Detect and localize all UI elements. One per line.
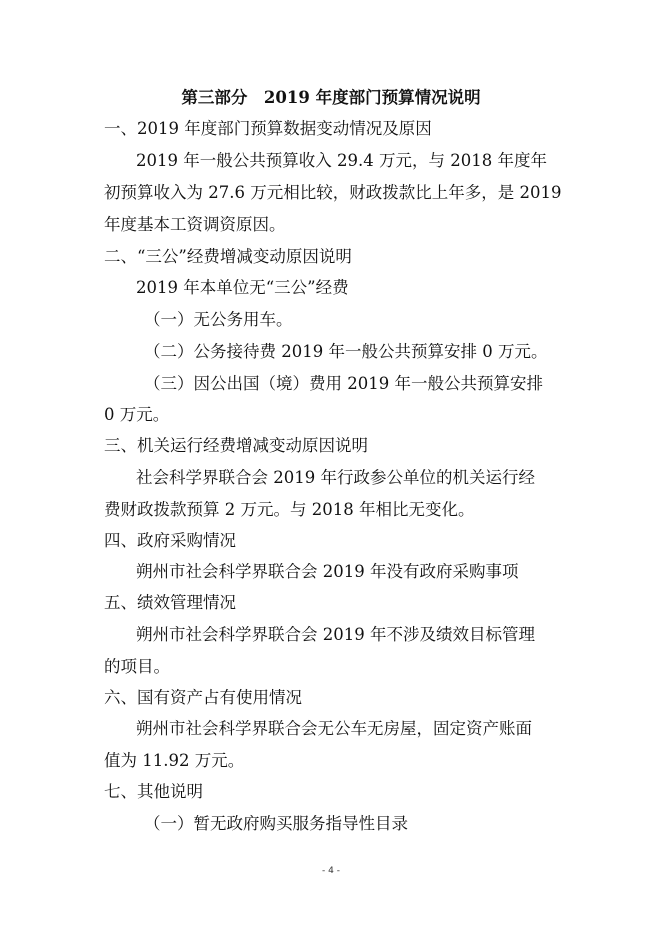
section-2-paragraph: 2019 年本单位无“三公”经费 xyxy=(136,278,349,297)
section-4-paragraph: 朔州市社会科学界联合会 2019 年没有政府采购事项 xyxy=(136,562,519,581)
section-heading-1: 一、2019 年度部门预算数据变动情况及原因 xyxy=(104,119,432,138)
section-6-paragraph-line-2: 值为 11.92 万元。 xyxy=(104,751,245,770)
section-heading-7: 七、其他说明 xyxy=(104,782,203,801)
section-heading-3: 三、机关运行经费增减变动原因说明 xyxy=(104,436,368,455)
section-2-item-2: （二）公务接待费 2019 年一般公共预算安排 0 万元。 xyxy=(144,342,548,361)
section-heading-5: 五、绩效管理情况 xyxy=(104,593,236,612)
page-number: - 4 - xyxy=(322,866,340,876)
section-1-paragraph-line-3: 年度基本工资调资原因。 xyxy=(104,215,286,234)
section-2-item-3-line-1: （三）因公出国（境）费用 2019 年一般公共预算安排 xyxy=(144,374,543,393)
section-2-item-3-line-2: 0 万元。 xyxy=(104,405,170,424)
section-1-paragraph-line-1: 2019 年一般公共预算收入 29.4 万元，与 2018 年度年 xyxy=(136,151,547,170)
section-heading-6: 六、国有资产占有使用情况 xyxy=(104,688,302,707)
section-3-paragraph-line-1: 社会科学界联合会 2019 年行政参公单位的机关运行经 xyxy=(136,468,535,487)
section-7-item-1: （一）暂无政府购买服务指导性目录 xyxy=(144,814,408,833)
section-heading-2: 二、“三公”经费增减变动原因说明 xyxy=(104,247,352,266)
section-heading-4: 四、政府采购情况 xyxy=(104,531,236,550)
section-2-item-1: （一）无公务用车。 xyxy=(144,310,293,329)
page-title: 第三部分 2019 年度部门预算情况说明 xyxy=(181,88,481,107)
section-3-paragraph-line-2: 费财政拨款预算 2 万元。与 2018 年相比无变化。 xyxy=(104,500,475,519)
section-1-paragraph-line-2: 初预算收入为 27.6 万元相比较，财政拨款比上年多，是 2019 xyxy=(104,183,562,202)
section-6-paragraph-line-1: 朔州市社会科学界联合会无公车无房屋，固定资产账面 xyxy=(136,719,532,738)
section-5-paragraph-line-1: 朔州市社会科学界联合会 2019 年不涉及绩效目标管理 xyxy=(136,625,535,644)
section-5-paragraph-line-2: 的项目。 xyxy=(104,657,170,676)
